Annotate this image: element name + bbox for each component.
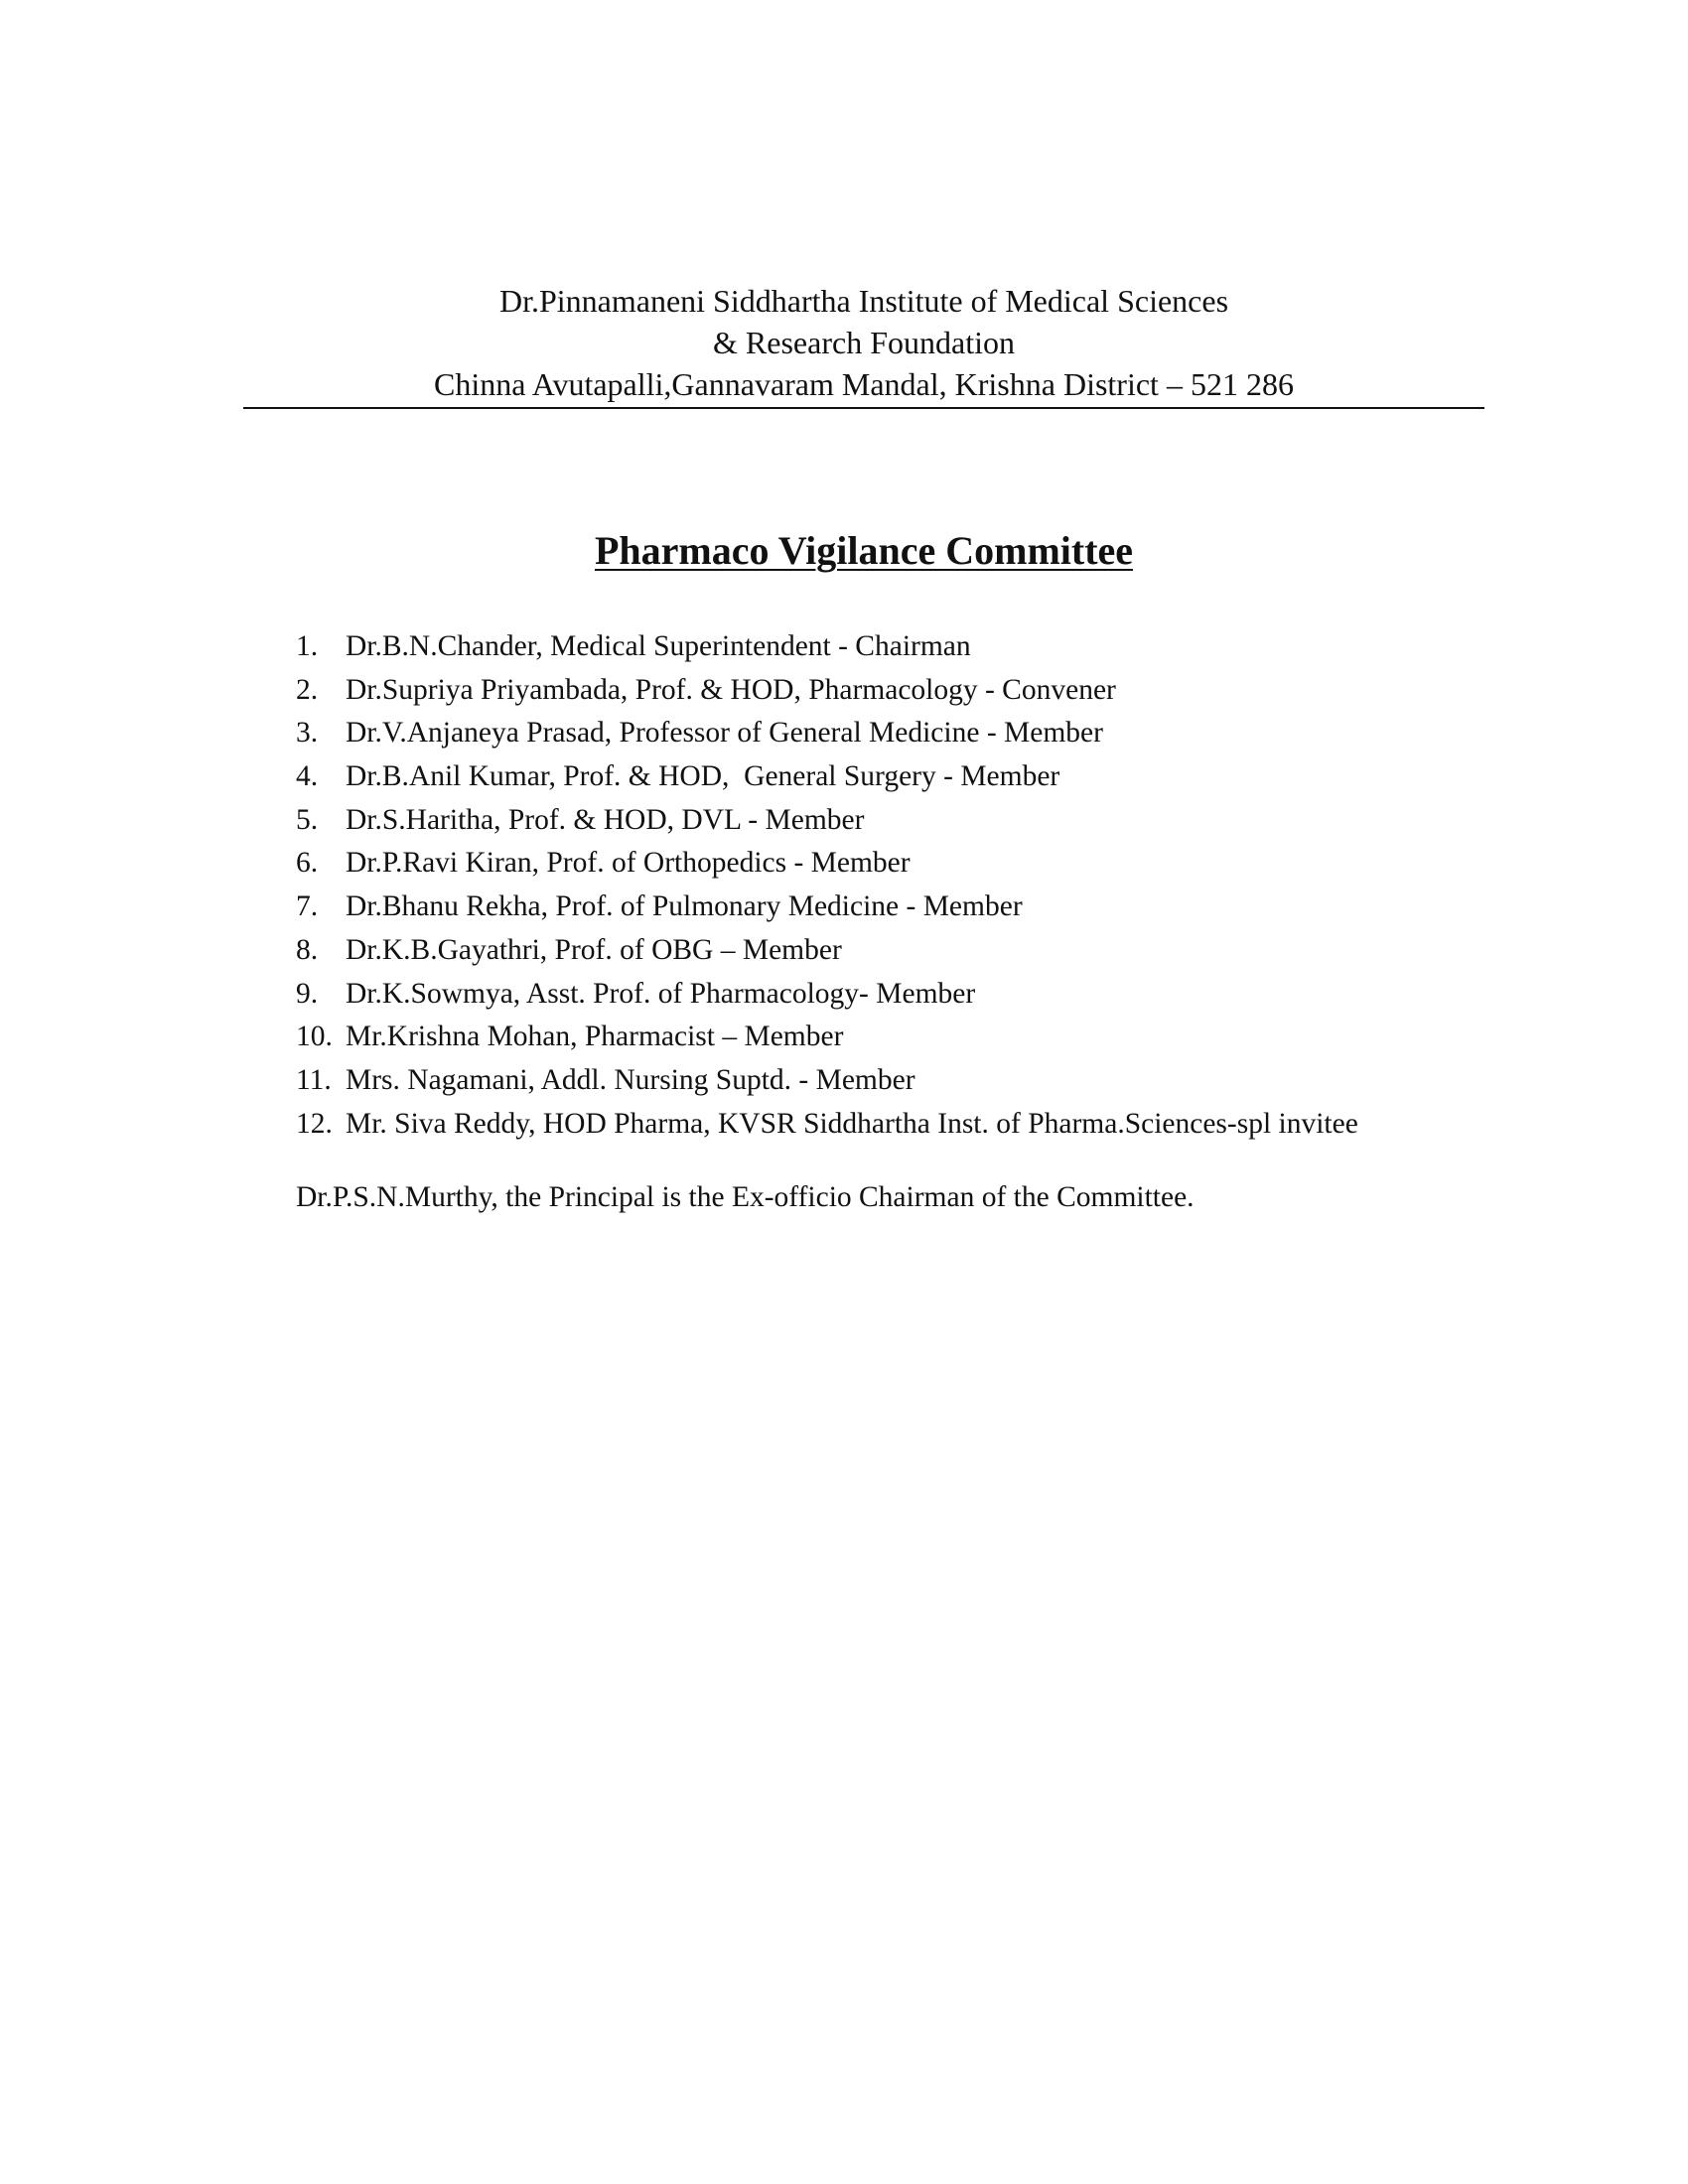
list-item bbox=[296, 1016, 1537, 1059]
list-item bbox=[296, 1103, 1537, 1147]
list-item-text: Mrs. Nagamani, Addl. Nursing Suptd. - Member bbox=[346, 1063, 915, 1096]
list-item-text: Dr.B.Anil Kumar, Prof. & HOD, General Surgery - Member bbox=[346, 760, 1060, 793]
list-item bbox=[296, 669, 1537, 713]
list-item-text: Mr.Krishna Mohan, Pharmacist – Member bbox=[346, 1021, 844, 1053]
list-item bbox=[296, 755, 1537, 799]
list-item bbox=[296, 973, 1537, 1017]
list-item bbox=[296, 929, 1537, 973]
list-item bbox=[296, 625, 1537, 669]
institution-name: Dr.Pinnamaneni Siddhartha Institute of Medical Sciences bbox=[498, 283, 1229, 319]
institution-address: Chinna Avutapalli,Gannavaram Mandal, Krishna District – 521 286 bbox=[434, 366, 1294, 402]
list-item-number: 5. bbox=[296, 803, 319, 836]
list-item-number: 7. bbox=[296, 890, 319, 923]
list-item-number: 6. bbox=[296, 847, 319, 880]
list-item bbox=[296, 1059, 1537, 1103]
committee-member-list bbox=[296, 625, 1537, 1146]
list-item bbox=[296, 712, 1537, 755]
list-item-number: 10. bbox=[296, 1021, 333, 1053]
list-item-text: Dr.K.B.Gayathri, Prof. of OBG – Member bbox=[346, 933, 842, 966]
list-item-number: 12. bbox=[296, 1107, 333, 1140]
document-title: Pharmaco Vigilance Committee bbox=[594, 528, 1134, 573]
list-item-number: 8. bbox=[296, 933, 319, 966]
list-item-text: Mr. Siva Reddy, HOD Pharma, KVSR Siddhartha Inst. of Pharma.Sciences-spl invitee bbox=[346, 1107, 1358, 1140]
institution-name-continued: & Research Foundation bbox=[713, 325, 1015, 360]
list-item-number: 1. bbox=[296, 630, 319, 662]
list-item-text: Dr.B.N.Chander, Medical Superintendent - Chairman bbox=[346, 630, 971, 662]
list-item-text: Dr.K.Sowmya, Asst. Prof. of Pharmacology- Member bbox=[346, 977, 976, 1010]
list-item bbox=[296, 886, 1537, 929]
list-item-text: Dr.P.Ravi Kiran, Prof. of Orthopedics - Member bbox=[346, 847, 911, 880]
list-item-text: Dr.S.Haritha, Prof. & HOD, DVL - Member bbox=[346, 803, 865, 836]
list-item bbox=[296, 799, 1537, 843]
list-item-text: Dr.V.Anjaneya Prasad, Professor of General Medicine - Member bbox=[346, 717, 1103, 750]
list-item-number: 3. bbox=[296, 717, 319, 750]
institution-header bbox=[243, 280, 1484, 405]
list-item-text: Dr.Supriya Priyambada, Prof. & HOD, Pharmacology - Convener bbox=[346, 673, 1116, 706]
list-item-number: 11. bbox=[296, 1063, 332, 1096]
header-divider bbox=[243, 407, 1484, 409]
list-item-number: 2. bbox=[296, 673, 319, 706]
list-item-text: Dr.Bhanu Rekha, Prof. of Pulmonary Medicine - Member bbox=[346, 890, 1023, 923]
list-item-number: 9. bbox=[296, 977, 319, 1010]
ex-officio-note: Dr.P.S.N.Murthy, the Principal is the Ex-officio Chairman of the Committee. bbox=[296, 1181, 1195, 1213]
list-item bbox=[296, 842, 1537, 886]
list-item-number: 4. bbox=[296, 760, 319, 793]
